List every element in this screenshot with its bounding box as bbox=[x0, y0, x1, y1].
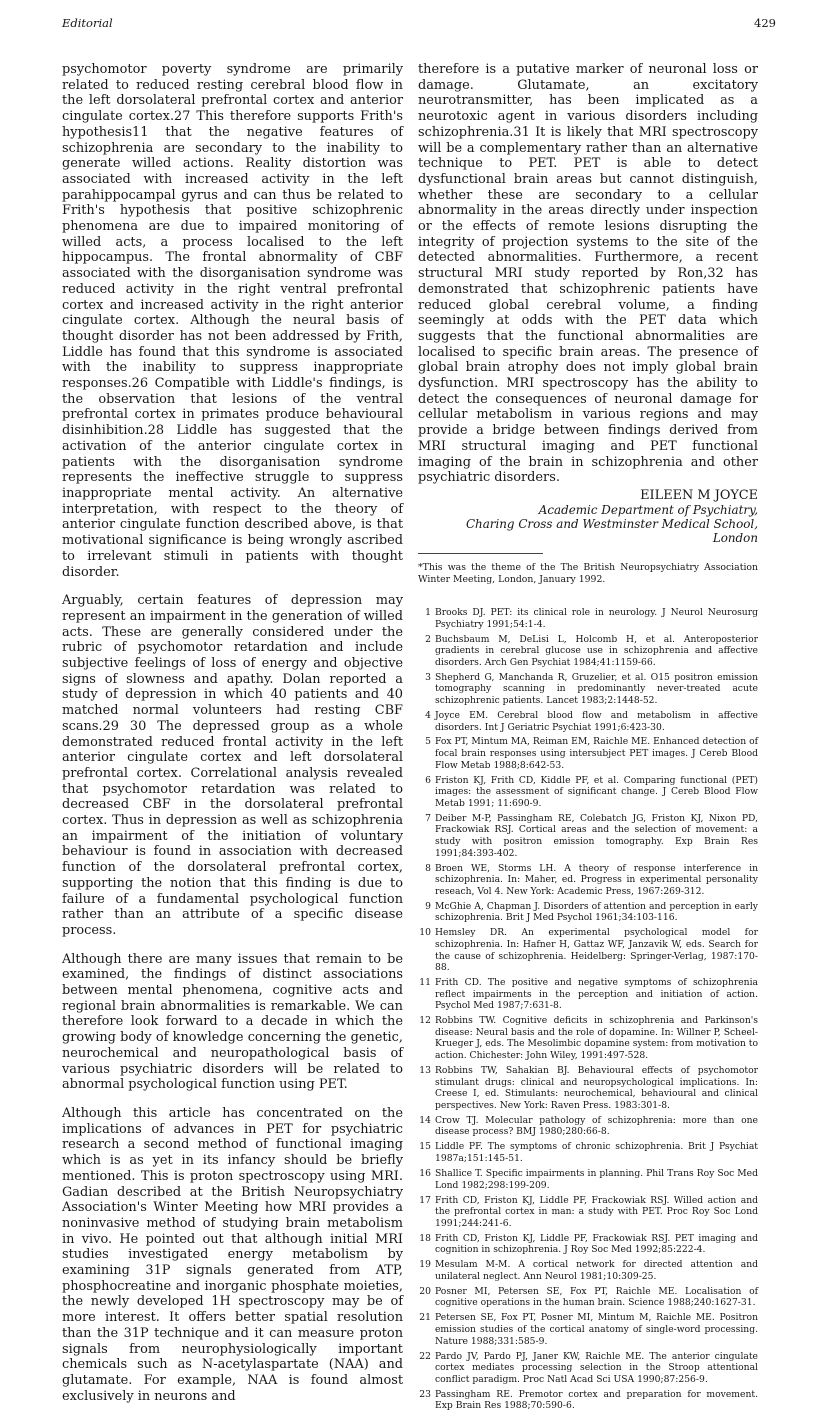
author-signature bbox=[418, 489, 758, 545]
reference-number: 14 bbox=[419, 1114, 431, 1126]
reference-number: 13 bbox=[419, 1065, 431, 1077]
reference-number: 3 bbox=[425, 671, 431, 683]
reference-text: Fox PT, Mintum MA, Reiman EM, Raichle ME. Enhanced detection of focal brain responses using intersubject PET images. J Cereb Blood Flow Metab 1988;8:642-53. bbox=[435, 736, 758, 771]
reference-item bbox=[418, 775, 758, 810]
reference-text: Frith CD. The positive and negative symptoms of schizophrenia reflect impairments in the perception and initiation of action. Psychol Med 1987;7:631-8. bbox=[435, 977, 758, 1012]
reference-number: 15 bbox=[419, 1141, 431, 1153]
reference-text: Hemsley DR. An experimental psychological model for schizophrenia. In: Hafner H, Gattaz WF, Janzavik W, eds. Search for the cause of schizophrenia. Heidelberg: Springer-Verlag, 1987:170-88. bbox=[435, 927, 758, 974]
page-number: 429 bbox=[754, 16, 776, 30]
reference-number: 18 bbox=[419, 1232, 431, 1244]
reference-item bbox=[418, 901, 758, 924]
author-affiliation-line-2: Charing Cross and Westminster Medical School, bbox=[465, 516, 758, 531]
reference-text: Petersen SE, Fox PT, Posner MI, Mintum M, Raichle ME. Positron emission studies of the cortical anatomy of single-word processing. Nature 1988;331:585-9. bbox=[435, 1312, 758, 1347]
reference-item bbox=[418, 710, 758, 733]
reference-text: Brooks DJ. PET: its clinical role in neurology. J Neurol Neurosurg Psychiatry 1991;54:1-4. bbox=[435, 606, 758, 630]
reference-number: 1 bbox=[425, 606, 431, 618]
reference-item bbox=[418, 1312, 758, 1347]
reference-item bbox=[418, 813, 758, 859]
reference-number: 11 bbox=[419, 977, 431, 989]
reference-item bbox=[418, 1015, 758, 1061]
reference-number: 19 bbox=[419, 1259, 431, 1271]
reference-text: Friston KJ, Frith CD, Kiddle PF, et al. Comparing functional (PET) images: the assessment of significant change. J Cereb Blood Flow Metab 1991; 11:690-9. bbox=[435, 774, 758, 809]
reference-item bbox=[418, 1286, 758, 1309]
reference-text: Joyce EM. Cerebral blood flow and metabolism in affective disorders. Int J Geriatric Psychiat 1991;6:423-30. bbox=[435, 709, 758, 733]
reference-number: 7 bbox=[425, 812, 431, 824]
reference-text: McGhie A, Chapman J. Disorders of attention and perception in early schizophrenia. Brit J Med Psychol 1961;34:103-116. bbox=[435, 900, 758, 924]
reference-text: Robbins TW. Cognitive deficits in schizophrenia and Parkinson's disease: Neural basis and the role of dopamine. In: Willner P, Scheel-Krueger J, eds. The Mesolimbic dopamine system: from motivation to action. Chichester: John Wiley, 1991:497-528. bbox=[435, 1015, 758, 1062]
reference-text: Frith CD, Friston KJ, Liddle PF, Frackowiak RSJ. PET imaging and cognition in schizophrenia. J Roy Soc Med 1992;85:222-4. bbox=[435, 1232, 758, 1256]
reference-item bbox=[418, 1233, 758, 1256]
reference-item bbox=[418, 1115, 758, 1138]
author-affiliation-line-3: London bbox=[712, 530, 758, 545]
reference-number: 8 bbox=[425, 862, 431, 874]
reference-text: Crow TJ. Molecular pathology of schizophrenia: more than one disease process? BMJ 1980;280:66-8. bbox=[435, 1114, 758, 1138]
author-affiliation-line-1: Academic Department of Psychiatry, bbox=[538, 502, 758, 517]
reference-number: 21 bbox=[419, 1312, 431, 1324]
reference-number: 6 bbox=[425, 774, 431, 786]
left-column bbox=[62, 62, 403, 1404]
reference-number: 4 bbox=[425, 709, 431, 721]
reference-number: 16 bbox=[419, 1167, 431, 1179]
reference-number: 9 bbox=[425, 900, 431, 912]
reference-item bbox=[418, 1168, 758, 1191]
reference-item bbox=[418, 1195, 758, 1230]
reference-item bbox=[418, 977, 758, 1012]
reference-text: Frith CD, Friston KJ, Liddle PF, Frackowiak RSJ. Willed action and the prefrontal cortex in man: a study with PET. Proc Roy Soc Lond 1991;244:241-6. bbox=[435, 1194, 758, 1229]
reference-text: Buchsbaum M, DeLisi L, Holcomb H, et al. Anteroposterior gradients in cerebral glucose use in schizophrenia and affective disorders. Arch Gen Psychiat 1984;41:1159-66. bbox=[435, 633, 758, 668]
reference-text: Broen WE, Storms LH. A theory of response interference in schizophrenia. In: Maher, ed. Progress in experimental personality reseach, Vol 4. New York: Academic Press, 1967:269-312. bbox=[435, 862, 758, 897]
reference-item bbox=[418, 634, 758, 669]
reference-number: 20 bbox=[419, 1285, 431, 1297]
reference-item bbox=[418, 607, 758, 630]
reference-text: Posner MI, Petersen SE, Fox PT, Raichle ME. Localisation of cognitive operations in the human brain. Science 1988;240:1627-31. bbox=[435, 1285, 758, 1309]
body-paragraph-5: therefore is a putative marker of neuronal loss or damage. Glutamate, an excitatory neurotransmitter, has been implicated as a neurotoxic agent in various disorders including schizophrenia.31 It is likely that MRI spectroscopy will be a complementary rather than an alternative technique to PET. PET is able to detect dysfunctional brain areas but cannot distinguish, whether these are secondary to a cellular abnormality in the areas directly under inspection or the effects of remote lesions disrupting the integrity of projection systems to the site of the detected abnormalities. Furthermore, a recent structural MRI study reported by Ron,32 has demonstrated that schizophrenic patients have reduced global cerebral volume, a finding seemingly at odds with the PET data which suggests that the functional abnormalities are localised to specific brain areas. The presence of global brain atrophy does not imply global brain dysfunction. MRI spectroscopy has the ability to detect the consequences of neuronal damage for cellular metabolism in various regions and may provide a bridge between findings derived from MRI structural imaging and PET functional imaging of the brain in schizophrenia and other psychiatric disorders. bbox=[418, 62, 758, 486]
footnote: *This was the theme of the The British Neuropsychiatry Association Winter Meeting, London, January 1992. bbox=[418, 561, 758, 585]
reference-text: Pardo JV, Pardo PJ, Janer KW, Raichle ME. The anterior cingulate cortex mediates processing selection in the Stroop attentional conflict paradigm. Proc Natl Acad Sci USA 1990;87:256-9. bbox=[435, 1350, 758, 1385]
reference-text: Shallice T. Specific impairments in planning. Phil Trans Roy Soc Med Lond 1982;298:199-209. bbox=[435, 1167, 758, 1191]
reference-number: 22 bbox=[419, 1350, 431, 1362]
reference-item bbox=[418, 1141, 758, 1164]
right-column bbox=[418, 62, 758, 1415]
reference-text: Robbins TW, Sahakian BJ. Behavioural effects of psychomotor stimulant drugs: clinical and neuropsychological implications. In: Creese I, ed. Stimulants: neurochemical, behavioural and clinical perspectives. New York: Raven Press. 1983:301-8. bbox=[435, 1065, 758, 1111]
reference-item bbox=[418, 1351, 758, 1386]
reference-number: 23 bbox=[419, 1388, 431, 1400]
body-paragraph-2: Arguably, certain features of depression may represent an impairment in the generation of willed acts. These are generally considered under the rubric of psychomotor retardation and include subjective feelings of loss of energy and objective signs of slowness and apathy. Dolan reported a study of depression in which 40 patients and 40 matched normal volunteers had resting CBF scans.29 30 The depressed group as a whole demonstrated reduced frontal activity in the left anterior cingulate cortex and left dorsolateral prefrontal cortex. Correlational analysis revealed that psychomotor retardation was related to decreased CBF in the dorsolateral prefrontal cortex. Thus in depression as well as schizophrenia an impairment of the initiation of voluntary behaviour is found in association with decreased function of the dorsolateral prefrontal cortex, supporting the notion that this finding is due to failure of a fundamental psychological function rather than an attribute of a specific disease process. bbox=[62, 593, 403, 938]
reference-item bbox=[418, 927, 758, 973]
footnote-divider bbox=[418, 553, 543, 554]
reference-text: Passingham RE. Premotor cortex and preparation for movement. Exp Brain Res 1988;70:590-6. bbox=[435, 1388, 758, 1412]
reference-text: Deiber M-P, Passingham RE, Colebatch JG, Friston KJ, Nixon PD, Frackowiak RSJ. Cortical areas and the selection of movement: a study with positron emission tomography. Exp Brain Res 1991;84:393-402. bbox=[435, 812, 758, 859]
reference-item bbox=[418, 736, 758, 771]
reference-text: Shepherd G, Manchanda R, Gruzelier, et al. O15 positron emission tomography scanning in predominantly never-treated acute schizophrenic patients. Lancet 1983;2:1448-52. bbox=[435, 671, 758, 706]
author-name: EILEEN M JOYCE bbox=[640, 487, 758, 503]
reference-number: 5 bbox=[425, 736, 431, 748]
reference-number: 17 bbox=[419, 1194, 431, 1206]
reference-text: Liddle PF. The symptoms of chronic schizophrenia. Brit J Psychiat 1987a;151:145-51. bbox=[435, 1141, 758, 1164]
reference-number: 2 bbox=[425, 633, 431, 645]
reference-item bbox=[418, 1065, 758, 1111]
reference-item bbox=[418, 672, 758, 707]
body-paragraph-3: Although there are many issues that remain to be examined, the findings of distinct associations between mental phenomena, cognitive acts and regional brain abnormalities is remarkable. We can therefore look forward to a decade in which the growing body of knowledge concerning the genetic, neurochemical and neuropathological basis of various psychiatric disorders will be related to abnormal psychological function using PET. bbox=[62, 951, 403, 1093]
reference-item bbox=[418, 863, 758, 898]
body-paragraph-1: psychomotor poverty syndrome are primarily related to reduced resting cerebral blood flow in the left dorsolateral prefrontal cortex and anterior cingulate cortex.27 This therefore supports Frith's hypothesis11 that the negative features of schizophrenia are secondary to the inability to generate willed actions. Reality distortion was associated with increased activity in the left parahippocampal gyrus and can thus be related to Frith's hypothesis that positive schizophrenic phenomena are due to impaired monitoring of willed acts, a process localised to the left hippocampus. The frontal abnormality of CBF associated with the disorganisation syndrome was reduced activity in the right ventral prefrontal cortex and increased activity in the right anterior cingulate cortex. Although the neural basis of thought disorder has not been addressed by Frith, Liddle has found that this syndrome is associated with the inability to suppress inappropriate responses.26 Compatible with Liddle's findings, is the observation that lesions of the ventral prefrontal cortex in primates produce behavioural disinhibition.28 Liddle has suggested that the activation of the anterior cingulate cortex in patients with the disorganisation syndrome represents the ineffective struggle to suppress inappropriate mental activity. An alternative interpretation, with respect to the theory of anterior cingulate function described above, is that motivational significance is being wrongly ascribed to irrelevant stimuli in patients with thought disorder. bbox=[62, 62, 403, 580]
reference-item bbox=[418, 1389, 758, 1412]
reference-number: 10 bbox=[419, 927, 431, 939]
body-paragraph-4: Although this article has concentrated on the implications of advances in PET for psychiatric research a second method of functional imaging which is as yet in its infancy should be briefly mentioned. This is proton spectroscopy using MRI. Gadian described at the British Neuropsychiatry Association's Winter Meeting how MRI provides a noninvasive method of studying brain metabolism in vivo. He pointed out that although initial MRI studies investigated energy metabolism by examining 31P signals generated from ATP, phosphocreatine and inorganic phosphate moieties, the newly developed 1H spectroscopy may be of more interest. It offers better spatial resolution than the 31P technique and it can measure proton signals from neurophysiologically important chemicals such as N-acetylaspartate (NAA) and glutamate. For example, NAA is found almost exclusively in neurons and bbox=[62, 1106, 403, 1404]
reference-text: Mesulam M-M. A cortical network for directed attention and unilateral neglect. Ann Neurol 1981;10:309-25. bbox=[435, 1259, 758, 1282]
running-header: Editorial bbox=[62, 16, 113, 30]
reference-list bbox=[418, 607, 758, 1412]
reference-item bbox=[418, 1259, 758, 1282]
reference-number: 12 bbox=[419, 1015, 431, 1027]
